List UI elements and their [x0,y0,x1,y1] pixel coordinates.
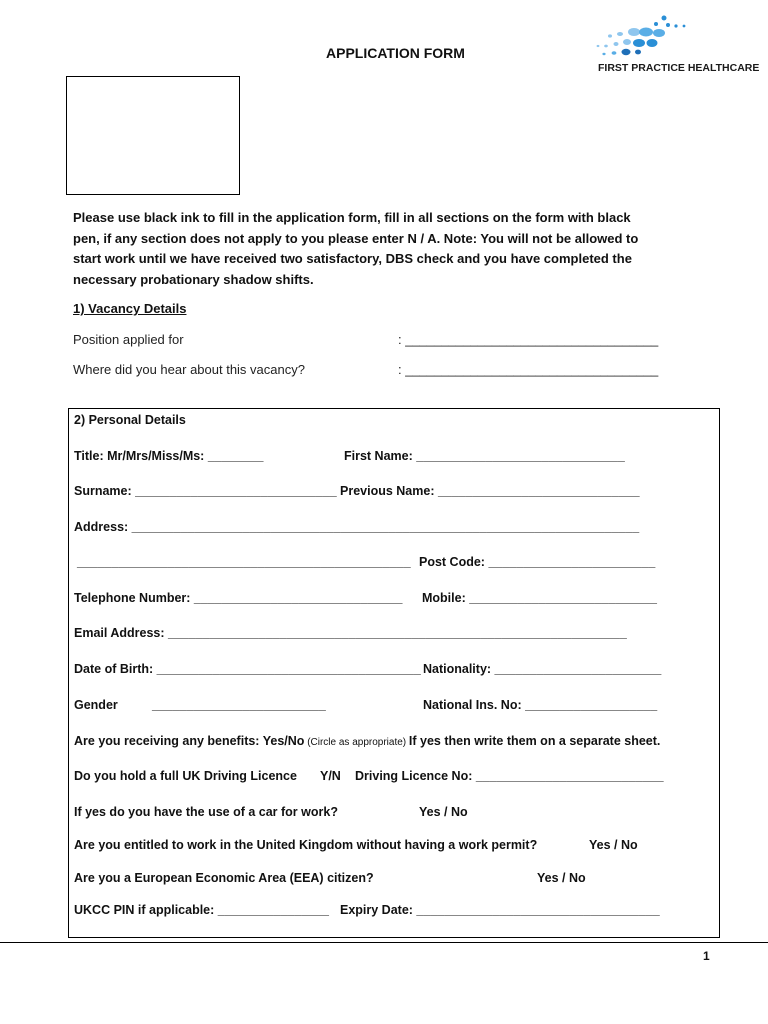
title-field[interactable]: Title: Mr/Mrs/Miss/Ms: ________ [74,449,264,463]
page-title: APPLICATION FORM [326,45,465,61]
first-name-field[interactable]: First Name: ______________________________ [344,449,625,463]
car-yes-no[interactable]: Yes / No [419,805,468,819]
circle-note: (Circle as appropriate) [304,737,409,748]
telephone-field[interactable]: Telephone Number: ______________________________ [74,591,403,605]
eea-question: Are you a European Economic Area (EEA) citizen? [74,871,374,885]
date-of-birth-field[interactable]: Date of Birth: ______________________________________ [74,662,421,676]
gender-label: Gender [74,698,118,712]
position-applied-field[interactable]: : ___________________________________ [398,332,659,347]
vacancy-source-field[interactable]: : ___________________________________ [398,362,659,377]
post-code-field[interactable]: Post Code: ________________________ [419,555,656,569]
driving-licence-yes-no[interactable]: Y/N [320,769,341,783]
instructions-paragraph [73,208,713,290]
instructions-line: start work until we have received two satisfactory, DBS check and you have completed the [73,251,632,266]
gender-field[interactable]: _________________________ [152,698,326,712]
mobile-field[interactable]: Mobile: ___________________________ [422,591,657,605]
work-permit-yes-no[interactable]: Yes / No [589,838,638,852]
personal-details-heading: 2) Personal Details [74,413,186,427]
vacancy-source-label: Where did you hear about this vacancy? [73,362,305,377]
address-line2-field[interactable]: ________________________________________________ [77,555,411,569]
previous-name-field[interactable]: Previous Name: _____________________________ [340,484,640,498]
benefits-yes-no[interactable]: Yes/No [262,734,305,748]
address-field[interactable]: Address: _________________________________________________________________________ [74,520,640,534]
email-field[interactable]: Email Address: __________________________________________________________________ [74,626,627,640]
eea-yes-no[interactable]: Yes / No [537,871,586,885]
national-insurance-field[interactable]: National Ins. No: ___________________ [423,698,658,712]
instructions-line: Please use black ink to fill in the application form, fill in all sections on the form with black [73,210,631,225]
driving-licence-question: Do you hold a full UK Driving Licence [74,769,297,783]
position-applied-label: Position applied for [73,332,184,347]
instructions-line: necessary probationary shadow shifts. [73,271,314,287]
vacancy-details-heading: 1) Vacancy Details [73,301,187,316]
instructions-line: pen, if any section does not apply to you please enter N / A. Note: You will not be allowed to [73,230,639,246]
work-permit-question: Are you entitled to work in the United Kingdom without having a work permit? [74,838,538,852]
ukcc-pin-field[interactable]: UKCC PIN if applicable: ________________ [74,903,329,917]
photo-box [66,76,240,195]
benefits-text: Are you receiving any benefits: [74,734,263,748]
nationality-field[interactable]: Nationality: ________________________ [423,662,662,676]
expiry-date-field[interactable]: Expiry Date: ___________________________________ [340,903,660,917]
benefits-instruction: If yes then write them on a separate sheet. [408,734,661,748]
brand-name: FIRST PRACTICE HEALTHCARE [598,62,760,74]
benefits-question [74,734,660,748]
surname-field[interactable]: Surname: _____________________________ [74,484,337,498]
page-number: 1 [703,949,710,963]
car-question: If yes do you have the use of a car for work? [74,805,338,819]
driving-licence-number-field[interactable]: Driving Licence No: ___________________________ [355,769,664,783]
footer-divider [0,942,768,943]
